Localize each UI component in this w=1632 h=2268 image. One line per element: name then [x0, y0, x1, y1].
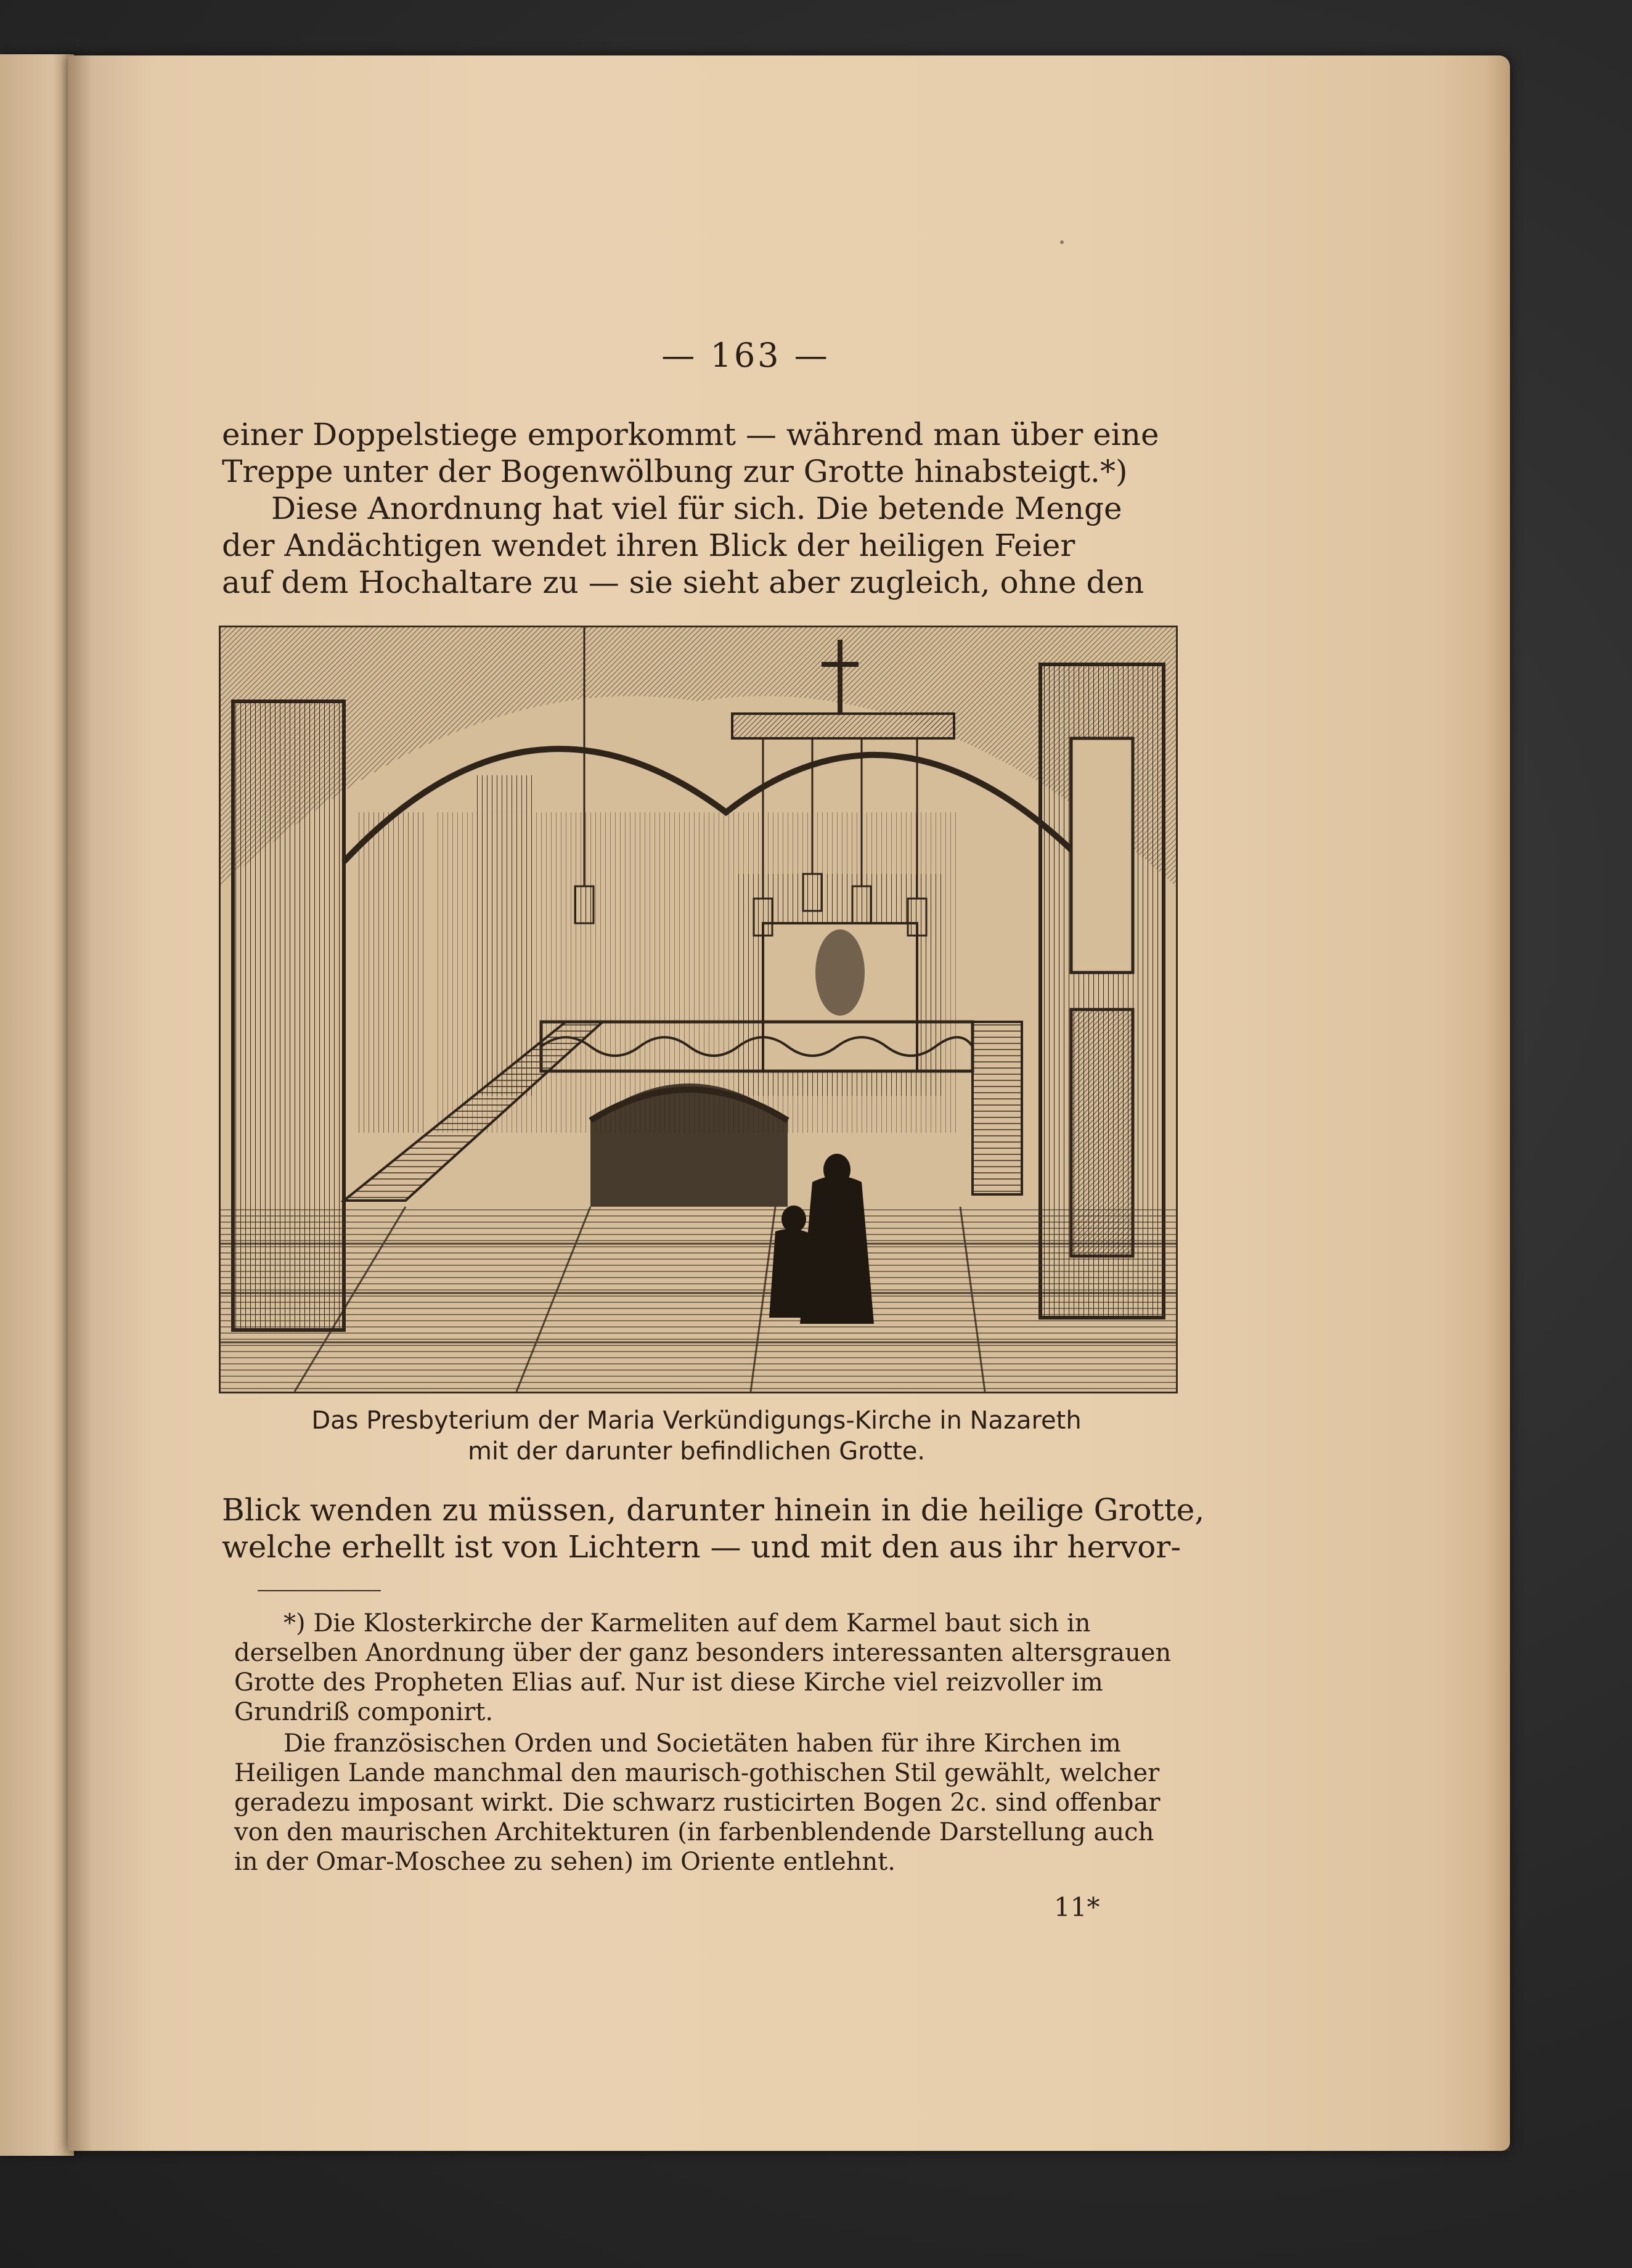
engraving-illustration — [221, 627, 1176, 1392]
footnote-line: geradezu imposant wirkt. Die schwarz rusticirten Bogen 2c. sind offenbar — [234, 1789, 1161, 1817]
body-line: einer Doppelstiege emporkommt — während man über eine — [222, 417, 1159, 452]
footnote-line: Heiligen Lande manchmal den maurisch-gothischen Stil gewählt, welcher — [234, 1759, 1160, 1787]
footnote-line: derselben Anordnung über der ganz besonders interessanten altersgrauen — [234, 1639, 1172, 1667]
footnote-rule — [258, 1590, 381, 1591]
figure-caption-line: Das Presbyterium der Maria Verkündigungs-Kirche in Nazareth — [311, 1406, 1082, 1435]
footnote-line: in der Omar-Moschee zu sehen) im Oriente entlehnt. — [234, 1848, 896, 1876]
paper-speck — [1060, 240, 1064, 244]
body-line: welche erhellt ist von Lichtern — und mit den aus ihr hervor- — [222, 1529, 1181, 1565]
footnote-line: Die französischen Orden und Societäten haben für ihre Kirchen im — [284, 1729, 1121, 1758]
figure-caption-line: mit der darunter befindlichen Grotte. — [467, 1437, 926, 1466]
body-line: der Andächtigen wendet ihren Blick der heiligen Feier — [222, 528, 1075, 563]
page-content — [68, 55, 1510, 2151]
body-line: Treppe unter der Bogenwölbung zur Grotte hinabsteigt.*) — [222, 454, 1128, 489]
tiled-floor — [221, 1207, 1176, 1392]
church-engraving — [219, 626, 1178, 1393]
footnote-line: Grotte des Propheten Elias auf. Nur ist diese Kirche viel reizvoller im — [234, 1668, 1103, 1697]
signature-mark: 11* — [1054, 1892, 1100, 1922]
statue — [815, 929, 865, 1016]
book-page — [68, 55, 1510, 2151]
footnote-line: Grundriß componirt. — [234, 1698, 494, 1726]
body-line: Diese Anordnung hat viel für sich. Die betende Menge — [271, 491, 1122, 526]
footnote-line: von den maurischen Architekturen (in farbenblendende Darstellung auch — [234, 1818, 1154, 1846]
left-page-edge — [0, 54, 74, 2156]
body-line: auf dem Hochaltare zu — sie sieht aber zugleich, ohne den — [222, 565, 1144, 600]
body-line: Blick wenden zu müssen, darunter hinein in die heilige Grotte, — [222, 1492, 1205, 1528]
page-number: — 163 — — [661, 336, 830, 375]
right-staircase — [973, 1022, 1022, 1194]
footnote-line: *) Die Klosterkirche der Karmeliten auf dem Karmel baut sich in — [284, 1609, 1091, 1638]
